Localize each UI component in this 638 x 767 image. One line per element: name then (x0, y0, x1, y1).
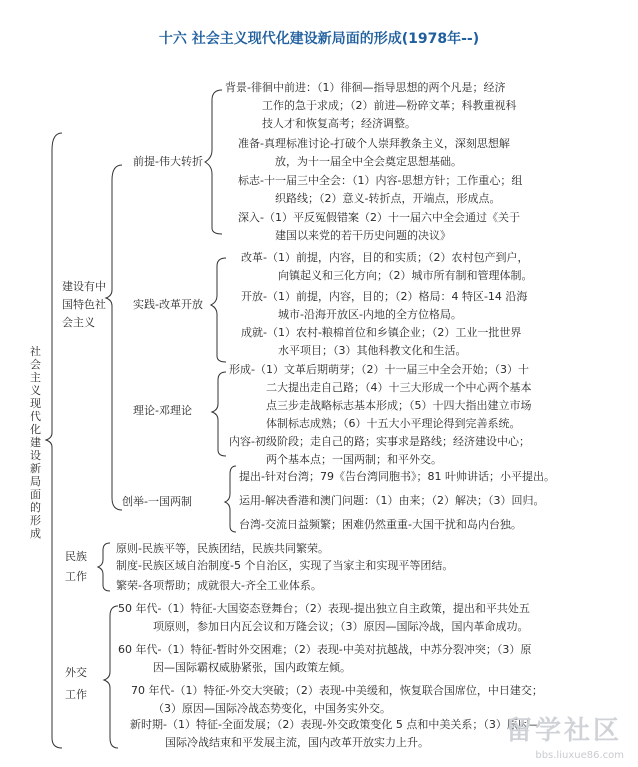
text-line: 因—国际霸权威胁紧张，国内政策左倾。 (153, 661, 351, 674)
text-line: 标志-十一届三中全会：（1）内容-思想方针；工作重心；组 (238, 174, 523, 187)
text-line: 背景-徘徊中前进：（1）徘徊—指导思想的两个凡是；经济 (225, 81, 506, 94)
text-line: 建国以来党的若干历史问题的决议》 (275, 229, 451, 242)
ocs-taiwan: 台湾-交流日益频繁；困难仍然重重-大国干扰和岛内台独。 (239, 518, 522, 531)
text-line: 改革-（1）前提，内容，目的和实质；（2）农村包产到户， (241, 251, 529, 264)
node-premise: 前提-伟大转折 (133, 155, 203, 168)
text-line: 水平项目；（3）其他科教文化和生活。 (278, 344, 467, 357)
watermark-url: bbs.liuxue86.com (535, 750, 624, 761)
node-label-line: 工作 (65, 688, 87, 701)
ocs-proposal: 提出-针对台湾；79《告台湾同胞书》；81 叶帅讲话；小平提出。 (239, 470, 555, 483)
node-one-country-two-systems: 创举-一国两制 (122, 495, 192, 508)
diplomacy-1970s (131, 682, 543, 718)
diplomacy-1960s (118, 641, 531, 677)
node-label-line: 工作 (65, 570, 87, 583)
text-line: 项原则，参加日内瓦会议和万隆会议；（3）原因—国际冷战，国内革命成功。 (153, 620, 529, 633)
text-line: 准备-真理标准讨论-打破个人崇拜教条主义，深刻思想解 (238, 137, 510, 150)
practice-reform (241, 249, 533, 285)
premise-deepening (238, 209, 520, 245)
node-label-line: 民族 (65, 550, 87, 563)
node-label-line: 建设有中 (62, 280, 106, 293)
text-line: 体制标志成熟；（6）十五大小平理论得到完善系统。 (266, 417, 521, 430)
text-line: 两个基本点；一国两制；和平外交。 (266, 453, 442, 466)
root-label: 社会主义现代化建设新局面的形成 (30, 345, 41, 540)
text-line: 成就-（1）农村-粮棉首位和乡镇企业；（2）工业一批世界 (241, 326, 522, 339)
text-line: 织路线；（2）意义-转折点，开端点，形成点。 (275, 192, 501, 205)
text-line: 深入-（1）平反冤假错案（2）十一届六中全会通过《关于 (238, 211, 520, 224)
node-theory: 理论-邓理论 (133, 404, 192, 417)
premise-preparation (238, 135, 510, 171)
ocs-application: 运用-解决香港和澳门问题：（1）由来；（2）解决；（3）回归。 (239, 494, 545, 507)
text-line: 开放-（1）前提，内容，目的；（2）格局：4 特区-14 沿海 (241, 290, 528, 303)
watermark-logo: 留学社区 (505, 716, 622, 746)
practice-opening (241, 288, 527, 324)
text-line: 二大提出走自己路；（4）十三大形成一个中心两个基本 (266, 381, 532, 394)
diplomacy-new-era (130, 716, 540, 752)
node-ethnic-work (65, 548, 87, 586)
text-line: 城市-沿海开放区-内地的全方位格局。 (278, 308, 462, 321)
node-diplomacy (65, 664, 87, 704)
text-line: 60 年代-（1）特征-暂时外交困难；（2）表现-中美对抗越战，中苏分裂冲突；（3）原 (118, 643, 532, 656)
theory-content (229, 433, 530, 469)
text-line: 70 年代-（1）特征-外交大突破；（2）表现-中美缓和，恢复联合国席位，中日建交； (131, 684, 543, 697)
text-line: 内容-初级阶段；走自己的路；实事求是路线；经济建设中心； (229, 435, 530, 448)
text-line: 技人才和恢复高考；经济调整。 (262, 117, 416, 130)
premise-background (225, 79, 517, 133)
page-title: 十六 社会主义现代化建设新局面的形成(1978年--) (158, 31, 480, 47)
premise-sign (238, 172, 522, 208)
node-label-line: 外交 (65, 666, 87, 679)
node-socialism-chinese-characteristics (62, 278, 106, 332)
text-line: 新时期-（1）特征-全面发展；（2）表现-外交政策变化 5 点和中美关系；（3）原因— (130, 718, 540, 731)
text-line: 放，为十一届全中全会奠定思想基础。 (275, 155, 462, 168)
theory-formation (229, 361, 532, 433)
node-label-line: 国特色社 (62, 298, 106, 311)
text-line: 50 年代-（1）特征-大国姿态登舞台；（2）表现-提出独立自主政策，提出和平共处五 (118, 602, 530, 615)
diplomacy-1950s (118, 600, 530, 636)
text-line: 向镇起义和三化方向；（2）城市所有制和管理体制。 (278, 269, 533, 282)
text-line: （3）原因—国际冷战态势变化，中国务实外交。 (153, 702, 391, 715)
text-line: 点三步走战略标志基本形成；（5）十四大指出建立市场 (266, 399, 532, 412)
node-label-line: 会主义 (62, 316, 95, 329)
practice-achievements (241, 324, 521, 360)
text-line: 工作的急于求成；（2）前进—粉碎文革；科教重视科 (262, 99, 517, 112)
ethnic-principle: 原则-民族平等，民族团结，民族共同繁荣。 (116, 542, 329, 555)
node-practice: 实践-改革开放 (133, 298, 203, 311)
text-line: 国际冷战结束和平发展主流，国内改革开放实力上升。 (165, 736, 429, 749)
text-line: 形成-（1）文革后期萌芽；（2）十一届三中全会开始；（3）十 (229, 363, 529, 376)
ethnic-prosperity: 繁荣-各项帮助；成就很大-齐全工业体系。 (116, 579, 322, 592)
ethnic-system: 制度-民族区域自治制度-5 个自治区，实现了当家主和实现平等团结。 (116, 559, 454, 572)
